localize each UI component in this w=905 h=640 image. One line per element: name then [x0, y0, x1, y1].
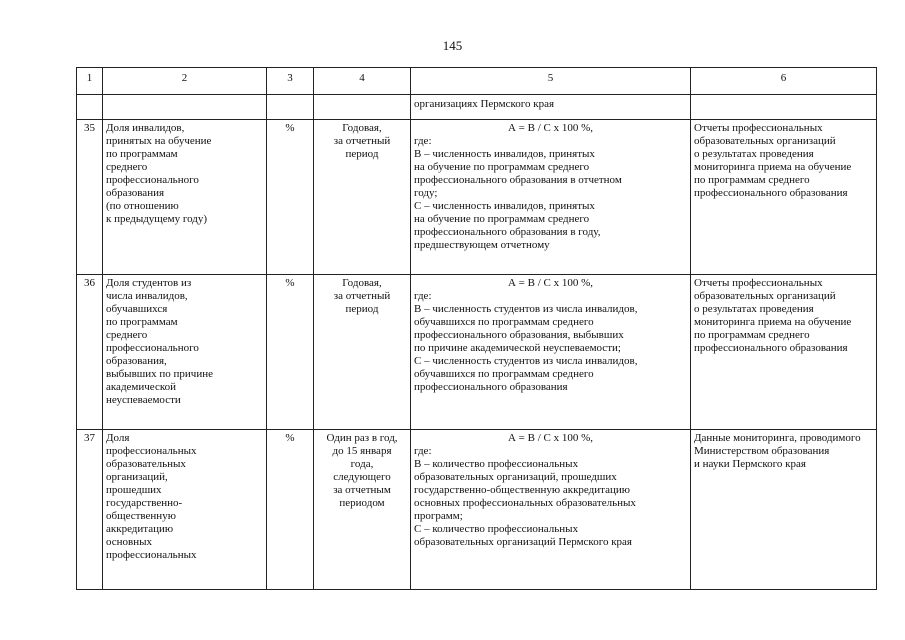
indicator-name-line: прошедших	[106, 484, 162, 496]
periodicity-line: года,	[350, 458, 374, 470]
indicator-name-line: организаций,	[106, 471, 168, 483]
indicator-name-line: образования,	[106, 355, 167, 367]
formula: А = В / С х 100 %,	[507, 122, 594, 134]
indicator-name-line: по программам	[106, 148, 178, 160]
method-line: основных профессиональных образовательных	[414, 497, 636, 509]
data-source-line: профессионального образования	[694, 187, 848, 199]
method-line: профессионального образования в отчетном	[414, 174, 622, 186]
header-cell: 2	[103, 68, 267, 95]
header-row	[77, 68, 877, 95]
data-source-line: образовательных организаций	[694, 135, 836, 147]
method-line: профессионального образования в году,	[414, 226, 601, 238]
data-source-line: образовательных организаций	[694, 290, 836, 302]
periodicity-line: периодом	[339, 497, 385, 509]
data-source-line: Данные мониторинга, проводимого	[694, 432, 861, 444]
data-source-line: по программам среднего	[694, 329, 810, 341]
data-source-line: мониторинга приема на обучение	[694, 161, 852, 173]
indicator-name	[103, 430, 267, 590]
data-source-line: мониторинга приема на обучение	[694, 316, 852, 328]
method-line: где:	[414, 290, 432, 302]
method-line: образовательных организаций, прошедших	[414, 471, 617, 483]
indicator-name-line: к предыдущему году)	[106, 213, 208, 225]
periodicity-line: Годовая,	[342, 277, 382, 289]
data-source-line: о результатах проведения	[694, 303, 814, 315]
calculation-method	[411, 430, 691, 590]
method-line: предшествующем отчетному	[414, 239, 550, 251]
indicator-name-line: профессионального	[106, 174, 199, 186]
method-line: программ;	[414, 510, 463, 522]
method-line: обучавшихся по программам среднего	[414, 368, 594, 380]
calculation-method	[411, 120, 691, 275]
data-source-line: по программам среднего	[694, 174, 810, 186]
method-line: В – численность инвалидов, принятых	[414, 148, 595, 160]
method-line: профессионального образования, выбывших	[414, 329, 624, 341]
periodicity-line: период	[345, 303, 379, 315]
indicator-name-line: Доля инвалидов,	[106, 122, 185, 134]
periodicity-line: Один раз в год,	[326, 432, 398, 444]
indicator-row	[77, 120, 877, 275]
method-line: С – количество профессиональных	[414, 523, 579, 535]
formula: А = В / С х 100 %,	[507, 432, 594, 444]
indicator-name	[103, 120, 267, 275]
unit-of-measure: %	[267, 120, 314, 275]
periodicity-line: следующего	[333, 471, 391, 483]
row-number: 36	[77, 275, 103, 430]
method-line: В – численность студентов из числа инвалидов,	[414, 303, 638, 315]
header-cell: 6	[691, 68, 877, 95]
indicator-name-line: образования	[106, 187, 165, 199]
periodicity-line: за отчетным	[333, 484, 391, 496]
method-line: году;	[414, 187, 438, 199]
indicator-name-line: по программам	[106, 316, 178, 328]
indicator-table	[76, 67, 877, 590]
method-line: профессионального образования	[414, 381, 568, 393]
periodicity-line: период	[345, 148, 379, 160]
method-line: по причине академической неуспеваемости;	[414, 342, 621, 354]
indicator-name-line: профессиональных	[106, 445, 197, 457]
periodicity-line: за отчетный	[333, 290, 391, 302]
indicator-name-line: общественную	[106, 510, 176, 522]
indicator-name-line: Доля студентов из	[106, 277, 192, 289]
periodicity-line: до 15 января	[332, 445, 392, 457]
indicator-name-line: среднего	[106, 161, 148, 173]
data-source-line: Министерством образования	[694, 445, 830, 457]
data-source	[691, 120, 877, 275]
indicator-row	[77, 275, 877, 430]
method-line: С – численность инвалидов, принятых	[414, 200, 595, 212]
unit-of-measure: %	[267, 275, 314, 430]
method-line: образовательных организаций Пермского края	[414, 536, 632, 548]
data-source-line: Отчеты профессиональных	[694, 277, 823, 289]
data-source-line: Отчеты профессиональных	[694, 122, 823, 134]
indicator-name-line: государственно-	[106, 497, 183, 509]
header-cell: 3	[267, 68, 314, 95]
method-line: где:	[414, 445, 432, 457]
unit-of-measure: %	[267, 430, 314, 590]
method-line: обучавшихся по программам среднего	[414, 316, 594, 328]
header-cell: 5	[411, 68, 691, 95]
data-source-line: профессионального образования	[694, 342, 848, 354]
header-cell: 4	[314, 68, 411, 95]
method-line: С – численность студентов из числа инвалидов,	[414, 355, 638, 367]
continuation-row	[77, 95, 877, 120]
indicator-name-line: принятых на обучение	[106, 135, 212, 147]
periodicity-line: за отчетный	[333, 135, 391, 147]
indicator-name-line: профессиональных	[106, 549, 197, 561]
data-source	[691, 430, 877, 590]
indicator-name-line: обучавшихся	[106, 303, 168, 315]
indicator-name-line: образовательных	[106, 458, 186, 470]
periodicity	[314, 120, 411, 275]
row-number: 37	[77, 430, 103, 590]
indicator-name-line: (по отношению	[106, 200, 179, 212]
indicator-row	[77, 430, 877, 590]
data-source	[691, 275, 877, 430]
page-number: 145	[442, 38, 463, 53]
data-source-line: о результатах проведения	[694, 148, 814, 160]
method-line: на обучение по программам среднего	[414, 161, 590, 173]
method-line: где:	[414, 135, 432, 147]
periodicity	[314, 275, 411, 430]
header-cell: 1	[77, 68, 103, 95]
row-number: 35	[77, 120, 103, 275]
data-source-line: и науки Пермского края	[694, 458, 806, 470]
periodicity-line: Годовая,	[342, 122, 382, 134]
indicator-name-line: профессионального	[106, 342, 199, 354]
calculation-method	[411, 275, 691, 430]
periodicity	[314, 430, 411, 590]
indicator-name-line: выбывших по причине	[106, 368, 213, 380]
indicator-name	[103, 275, 267, 430]
method-line: В – количество профессиональных	[414, 458, 579, 470]
indicator-name-line: академической	[106, 381, 177, 393]
indicator-name-line: неуспеваемости	[106, 394, 181, 406]
indicator-name-line: Доля	[106, 432, 130, 444]
indicator-name-line: числа инвалидов,	[106, 290, 188, 302]
indicator-name-line: аккредитацию	[106, 523, 174, 535]
formula: А = В / С х 100 %,	[507, 277, 594, 289]
method-line: государственно-общественную аккредитацию	[414, 484, 630, 496]
method-line: на обучение по программам среднего	[414, 213, 590, 225]
continuation-text: организациях Пермского края	[411, 95, 691, 120]
indicator-name-line: основных	[106, 536, 153, 548]
indicator-name-line: среднего	[106, 329, 148, 341]
